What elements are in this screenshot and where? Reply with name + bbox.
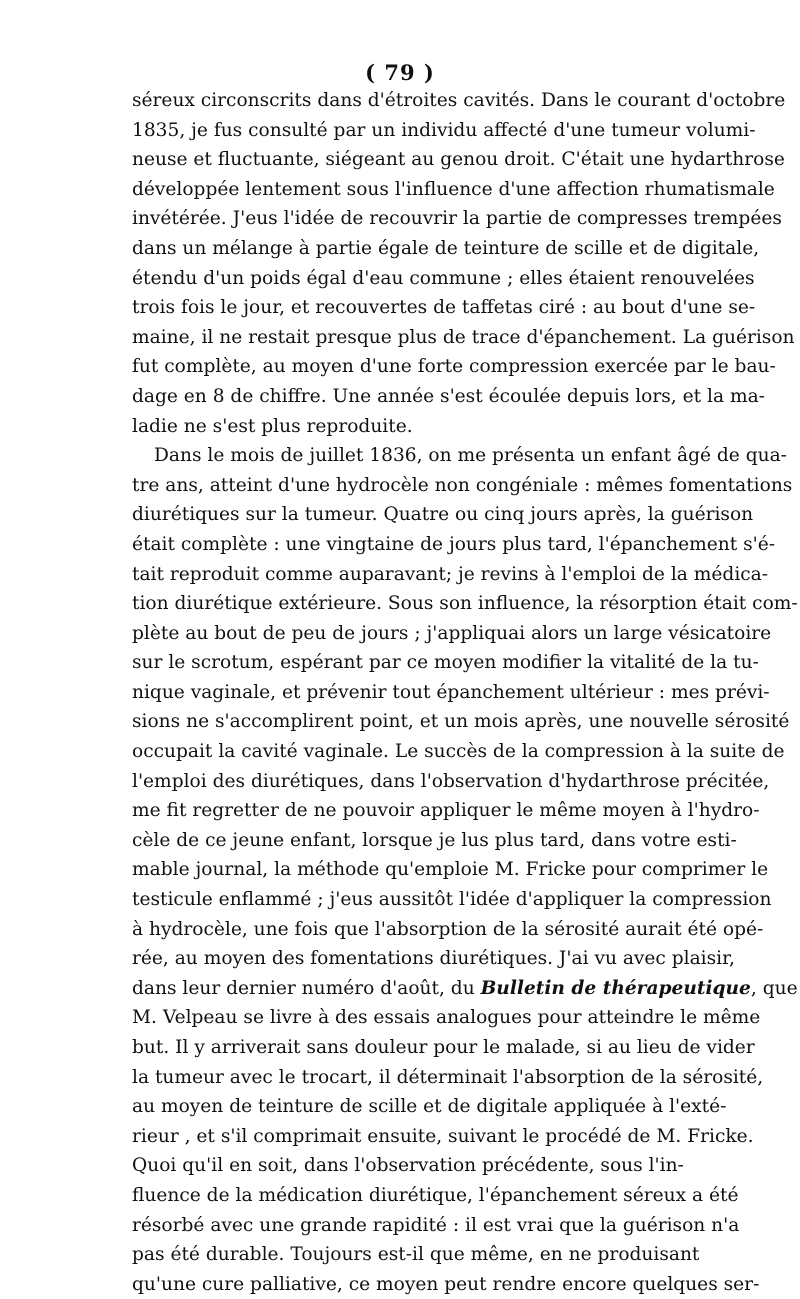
text-line: trois fois le jour, et recouvertes de taffetas ciré : au bout d'une se- <box>132 297 756 319</box>
text-line: neuse et fluctuante, siégeant au genou droit. C'était une hydarthrose <box>132 149 785 171</box>
text-line: dans un mélange à partie égale de teinture de scille et de digitale, <box>132 237 760 259</box>
page-number: ( 79 ) <box>365 60 435 85</box>
body-text <box>132 86 798 1299</box>
text-line: tait reproduit comme auparavant; je revins à l'emploi de la médica- <box>132 563 769 585</box>
text-line: cèle de ce jeune enfant, lorsque je lus plus tard, dans votre esti- <box>132 829 737 851</box>
text-line: testicule enflammé ; j'eus aussitôt l'idée d'appliquer la compression <box>132 889 772 911</box>
paragraph-2 <box>132 441 798 1299</box>
text-line: étendu d'un poids égal d'eau commune ; elles étaient renouvelées <box>132 267 755 289</box>
text-line: la tumeur avec le trocart, il déterminait l'absorption de la sérosité, <box>132 1066 764 1088</box>
text-line: dage en 8 de chiffre. Une année s'est écoulée depuis lors, et la ma- <box>132 385 765 407</box>
text-line: sions ne s'accomplirent point, et un mois après, une nouvelle sérosité <box>132 711 790 733</box>
text-line: nique vaginale, et prévenir tout épanchement ultérieur : mes prévi- <box>132 681 770 703</box>
text-fragment: , que <box>750 977 798 999</box>
text-line: pas été durable. Toujours est-il que même, en ne produisant <box>132 1244 700 1266</box>
text-line: sur le scrotum, espérant par ce moyen modifier la vitalité de la tu- <box>132 652 759 674</box>
text-line: tion diurétique extérieure. Sous son influence, la résorption était com- <box>132 593 798 615</box>
text-line: au moyen de teinture de scille et de digitale appliquée à l'exté- <box>132 1096 727 1118</box>
text-line: résorbé avec une grande rapidité : il est vrai que la guérison n'a <box>132 1214 740 1236</box>
text-line: mable journal, la méthode qu'emploie M. Fricke pour comprimer le <box>132 859 769 881</box>
text-line: plète au bout de peu de jours ; j'appliquai alors un large vésicatoire <box>132 622 772 644</box>
text-line-with-journal <box>132 974 798 1004</box>
text-line: Quoi qu'il en soit, dans l'observation précédente, sous l'in- <box>132 1155 684 1177</box>
text-fragment: dans leur dernier numéro d'août, du <box>132 977 481 999</box>
text-line: diurétiques sur la tumeur. Quatre ou cinq jours après, la guérison <box>132 504 754 526</box>
text-line: ladie ne s'est plus reproduite. <box>132 415 413 437</box>
text-line: qu'une cure palliative, ce moyen peut rendre encore quelques ser- <box>132 1273 760 1295</box>
text-line: l'emploi des diurétiques, dans l'observation d'hydarthrose précitée, <box>132 770 770 792</box>
text-line: séreux circonscrits dans d'étroites cavités. Dans le courant d'octobre <box>132 90 786 111</box>
text-line: 1835, je fus consulté par un individu affecté d'une tumeur volumi- <box>132 119 756 141</box>
text-line: but. Il y arriverait sans douleur pour le malade, si au lieu de vider <box>132 1037 755 1058</box>
text-line: rieur , et s'il comprimait ensuite, suivant le procédé de M. Fricke. <box>132 1125 754 1147</box>
text-line: tre ans, atteint d'une hydrocèle non congéniale : mêmes fomentations <box>132 474 793 496</box>
text-line: Dans le mois de juillet 1836, on me présenta un enfant âgé de qua- <box>154 445 787 467</box>
text-line: M. Velpeau se livre à des essais analogues pour atteindre le même <box>132 1007 761 1029</box>
text-line: fluence de la médication diurétique, l'épanchement séreux a été <box>132 1184 739 1206</box>
text-line: me fit regretter de ne pouvoir appliquer le même moyen à l'hydro- <box>132 800 760 822</box>
text-line: développée lentement sous l'influence d'une affection rhumatismale <box>132 178 775 200</box>
text-line: occupait la cavité vaginale. Le succès de la compression à la suite de <box>132 741 785 763</box>
text-line: était complète : une vingtaine de jours plus tard, l'épanchement s'é- <box>132 533 776 555</box>
text-line: fut complète, au moyen d'une forte compression exercée par le bau- <box>132 356 776 378</box>
text-line: rée, au moyen des fomentations diurétiques. J'ai vu avec plaisir, <box>132 948 735 970</box>
text-line: maine, il ne restait presque plus de trace d'épanchement. La guérison <box>132 326 795 348</box>
journal-title: Bulletin de thérapeutique <box>480 977 751 999</box>
text-line: à hydrocèle, une fois que l'absorption de la sérosité aurait été opé- <box>132 918 764 940</box>
text-line: invétérée. J'eus l'idée de recouvrir la partie de compresses trempées <box>132 208 782 230</box>
paragraph-1 <box>132 86 795 441</box>
